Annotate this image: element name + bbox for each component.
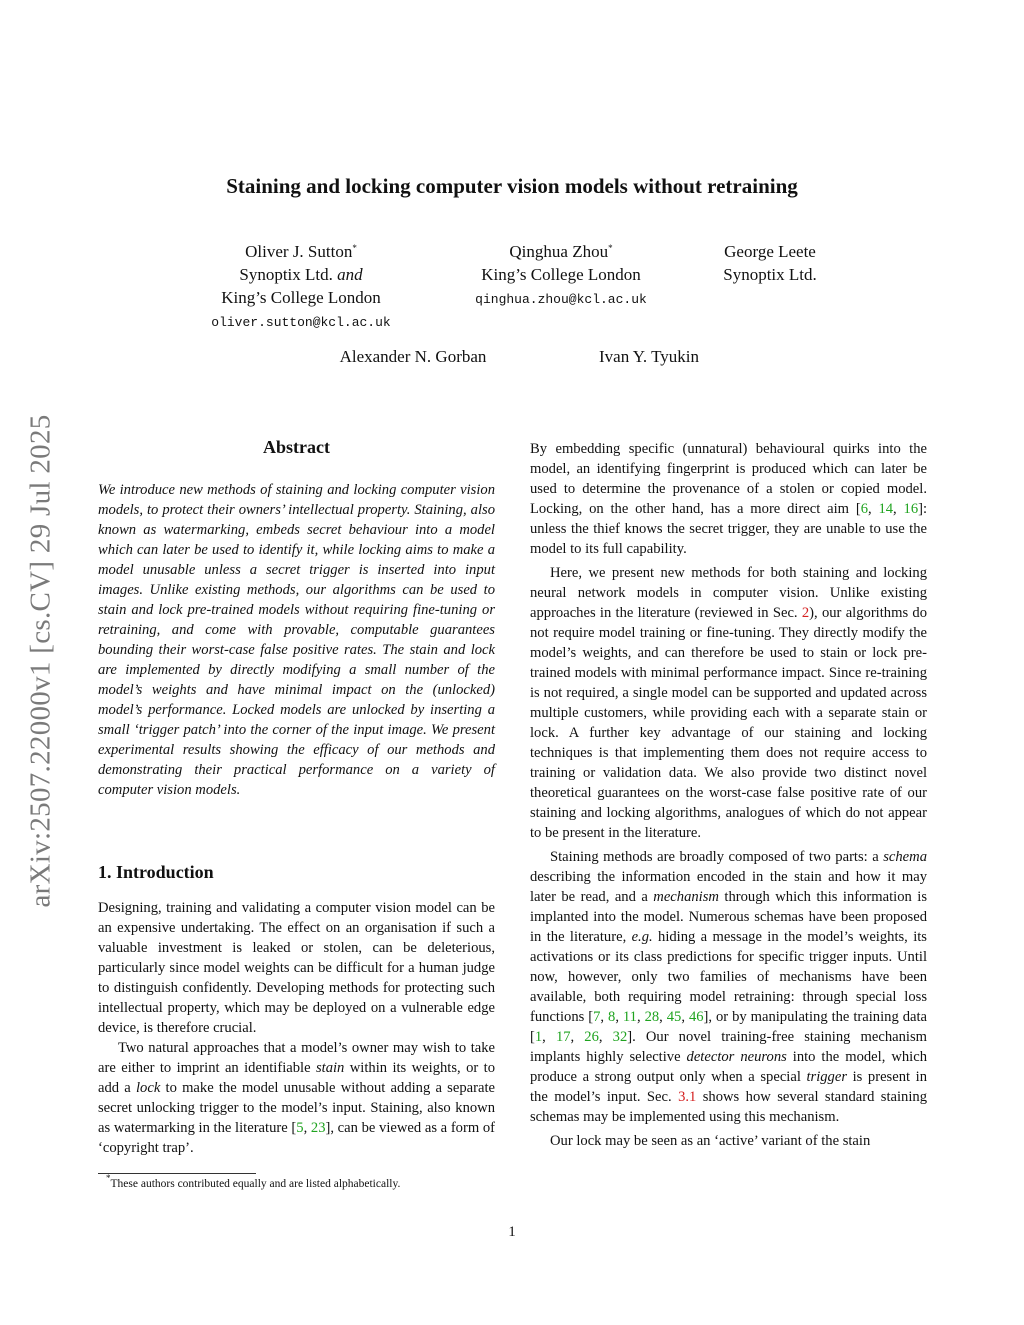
citation-link[interactable]: 45 [666,1009,682,1025]
paragraph: Two natural approaches that a model’s owner may wish to take are either to imprint an identifiable stain within its weights, or to add a lock to make the model unusable without adding a separate secret unlocking trigger to the model’s input. Staining, also known as watermarking in the literature [5, 23], can be viewed as a form of ‘copyright trap’. [98,1040,496,1156]
arxiv-identifier: arXiv:2507.22000v1 [cs.CV] 29 Jul 2025 [24,414,57,908]
paper-title: Staining and locking computer vision models without retraining [226,174,798,198]
citation-link[interactable]: 16 [903,501,919,517]
citation-link[interactable]: 23 [310,1120,326,1136]
author-block-sutton [190,240,412,334]
paragraph: By embedding specific (unnatural) behavioural quirks into the model, an identifying fingerprint is produced which can later be used to determine the provenance of a stolen or copied model. Locking, on the other hand, has a more direct aim [6, 14, 16]: unless the thief knows the secret trigger, they are unable to use the model to its full capability. [530,441,928,557]
equal-contribution-mark: * [608,243,613,253]
author-name: George Leete [724,242,816,261]
citation-link[interactable]: 5 [296,1120,304,1136]
right-column-body [530,439,927,1151]
paragraph: Here, we present new methods for both staining and locking neural network models in computer vision. Unlike existing approaches in the literature (reviewed in Sec. 2), our algorithms do not require model training or fine-tuning. They directly modify the model’s weights, and can therefore be used to stain or lock pre-trained models with minimal performance impact. Since re-training is not required, a single model can be supported and updated across multiple customers, while providing each with a separate stain or lock. A further key advantage of our staining and locking techniques is that implementing them does not require access to training or validation data. We also provide two distinct novel theoretical guarantees on the worst-case false positive rate of our staining and locking algorithms, analogues of which do not appear to be present in the literature. [530,565,927,841]
citation-link[interactable]: 46 [688,1009,704,1025]
author-email[interactable]: oliver.sutton@kcl.ac.uk [211,315,391,330]
author-name: Qinghua Zhou [509,242,609,261]
footnote-mark: * [106,1173,111,1183]
section-heading-introduction: 1. Introduction [98,862,214,882]
introduction-body [98,898,495,1158]
equal-contribution-mark: * [352,243,357,253]
author-affiliation: Synoptix Ltd. [239,265,333,284]
citation-link[interactable]: 7 [593,1009,601,1025]
author-affiliation: King’s College London [221,288,381,307]
citation-link[interactable]: 28 [644,1009,660,1025]
author-affiliation: Synoptix Ltd. [723,265,817,284]
section-reference-link[interactable]: 3.1 [678,1089,697,1105]
author-affiliation: King’s College London [481,265,641,284]
abstract-text: We introduce new methods of staining and locking computer vision models, to protect their owners’ intellectual property. Staining, also known as watermarking, embeds secret behaviour into a model which can later be used to identify it, while locking aims to make a model unusable unless a secret trigger is inserted into input images. Unlike existing methods, our algorithms can be used to stain and lock pre-trained models without requiring fine-tuning or retraining, and come with provable, computable guarantees bounding their worst-case false positive rates. The stain and lock are implemented by directly modifying a small number of the model’s weights and have minimal impact on the (unlocked) model’s performance. Locked models are unlocked by inserting a small ‘trigger patch’ into the corner of the input image. We present experimental results showing the efficacy of our methods and demonstrating their practical performance on a variety of computer vision models. [98,482,495,798]
paragraph: Our lock may be seen as an ‘active’ variant of the stain [550,1133,871,1149]
citation-link[interactable]: 8 [608,1009,616,1025]
citation-link[interactable]: 14 [878,501,894,517]
footnote-text: These authors contributed equally and are listed alphabetically. [110,1178,401,1190]
citation-link[interactable]: 1 [534,1029,543,1045]
author-name: Alexander N. Gorban [339,347,487,366]
author-block-leete [700,240,840,286]
abstract-heading: Abstract [263,437,330,457]
arxiv-side-label [20,372,62,950]
author-name: Oliver J. Sutton [245,242,353,261]
citation-link[interactable]: 32 [612,1029,628,1045]
paragraph: Designing, training and validating a computer vision model can be an expensive undertaking. The effect on an organisation if such a valuable investment is leaked or stolen, can be deleterious, particularly since model weights can be difficult for a human judge to distinguish confidently. Developing methods for protecting such intellectual property, which may be deployed on a vulnerable edge device, is therefore crucial. [98,900,495,1036]
footnote [106,1173,401,1190]
page-number: 1 [508,1224,516,1240]
citation-link[interactable]: 17 [555,1029,571,1045]
author-block-zhou [440,240,682,311]
author-email[interactable]: qinghua.zhou@kcl.ac.uk [475,292,647,307]
affiliation-conjunction: and [337,265,363,284]
author-name: Ivan Y. Tyukin [598,347,700,366]
citation-link[interactable]: 6 [860,501,868,517]
section-reference-link[interactable]: 2 [801,605,810,621]
footnote-divider [98,1173,256,1174]
paragraph: Staining methods are broadly composed of two parts: a schema describing the information encoded in the stain and how it may later be read, and a mechanism through which this information is implanted into the model. Numerous schemas have been proposed in the literature, e.g. hiding a message in the model’s weights, its activations or its class predictions for specific trigger inputs. Until now, however, only two families of mechanisms have been available, both requiring model retraining: through special loss functions [7, 8, 11, 28, 45, 46], or by manipulating the training data [1, 17, 26, 32]. Our novel training-free staining mechanism implants highly selective detector neurons into the model, which produce a strong output only when a special trigger is present in the model’s input. Sec. 3.1 shows how several standard staining schemas may be implemented using this mechanism. [530,849,928,1125]
citation-link[interactable]: 11 [622,1009,637,1025]
citation-link[interactable]: 26 [584,1029,599,1045]
